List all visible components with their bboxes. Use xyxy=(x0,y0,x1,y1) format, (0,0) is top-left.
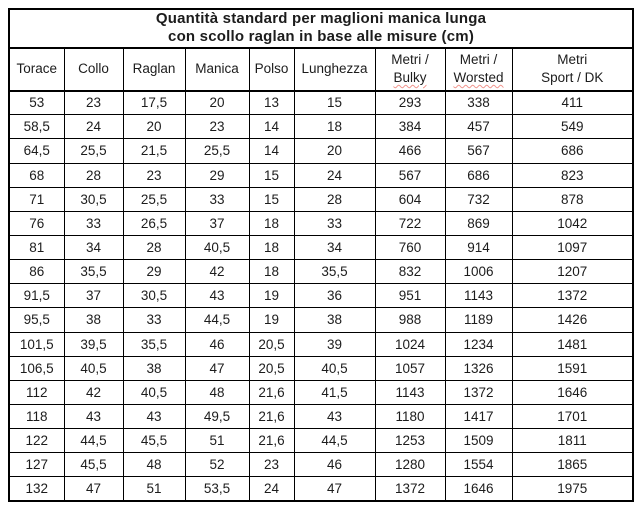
table-cell: 45,5 xyxy=(64,453,123,477)
table-cell: 48 xyxy=(185,380,249,404)
table-cell: 21,5 xyxy=(123,139,185,163)
table-row xyxy=(9,139,633,163)
table-cell: 51 xyxy=(123,477,185,501)
table-row xyxy=(9,429,633,453)
table-cell: 86 xyxy=(9,260,64,284)
table-cell: 1417 xyxy=(445,404,512,428)
header-text: Polso xyxy=(254,60,289,76)
table-cell: 46 xyxy=(185,332,249,356)
table-cell: 43 xyxy=(123,404,185,428)
table-cell: 29 xyxy=(185,163,249,187)
table-row xyxy=(9,380,633,404)
table-cell: 81 xyxy=(9,235,64,259)
column-header xyxy=(375,48,445,91)
table-cell: 41,5 xyxy=(294,380,375,404)
table-cell: 101,5 xyxy=(9,332,64,356)
table-cell: 44,5 xyxy=(64,429,123,453)
column-header xyxy=(445,48,512,91)
table-cell: 33 xyxy=(123,308,185,332)
table-cell: 33 xyxy=(185,187,249,211)
table-cell: 33 xyxy=(294,211,375,235)
table-cell: 823 xyxy=(512,163,633,187)
table-cell: 549 xyxy=(512,115,633,139)
table-cell: 34 xyxy=(64,235,123,259)
table-cell: 686 xyxy=(445,163,512,187)
table-cell: 21,6 xyxy=(249,429,294,453)
table-cell: 39 xyxy=(294,332,375,356)
table-cell: 869 xyxy=(445,211,512,235)
table-cell: 95,5 xyxy=(9,308,64,332)
table-cell: 38 xyxy=(294,308,375,332)
table-cell: 42 xyxy=(64,380,123,404)
table-cell: 832 xyxy=(375,260,445,284)
table-cell: 24 xyxy=(294,163,375,187)
table-cell: 20 xyxy=(123,115,185,139)
table-cell: 732 xyxy=(445,187,512,211)
table-cell: 21,6 xyxy=(249,404,294,428)
table-row xyxy=(9,91,633,115)
table-cell: 58,5 xyxy=(9,115,64,139)
table-cell: 878 xyxy=(512,187,633,211)
table-cell: 1042 xyxy=(512,211,633,235)
table-cell: 19 xyxy=(249,284,294,308)
table-cell: 338 xyxy=(445,91,512,115)
table-cell: 45,5 xyxy=(123,429,185,453)
table-cell: 1057 xyxy=(375,356,445,380)
table-cell: 686 xyxy=(512,139,633,163)
table-cell: 23 xyxy=(249,453,294,477)
table-cell: 24 xyxy=(249,477,294,501)
table-row xyxy=(9,332,633,356)
table-cell: 51 xyxy=(185,429,249,453)
table-cell: 1180 xyxy=(375,404,445,428)
table-cell: 44,5 xyxy=(294,429,375,453)
column-header xyxy=(249,48,294,91)
table-cell: 988 xyxy=(375,308,445,332)
table-cell: 23 xyxy=(123,163,185,187)
table-cell: 457 xyxy=(445,115,512,139)
table-cell: 18 xyxy=(249,235,294,259)
table-cell: 35,5 xyxy=(64,260,123,284)
table-cell: 567 xyxy=(375,163,445,187)
table-cell: 91,5 xyxy=(9,284,64,308)
table-cell: 34 xyxy=(294,235,375,259)
table-cell: 1701 xyxy=(512,404,633,428)
header-text: Metri / xyxy=(391,51,429,67)
table-cell: 20 xyxy=(294,139,375,163)
table-cell: 1143 xyxy=(375,380,445,404)
misspelled-word: Bulky xyxy=(393,70,427,86)
table-cell: 37 xyxy=(185,211,249,235)
table-cell: 38 xyxy=(123,356,185,380)
table-row xyxy=(9,211,633,235)
table-cell: 28 xyxy=(294,187,375,211)
column-header xyxy=(185,48,249,91)
header-text: Sport / DK xyxy=(541,70,604,86)
table-cell: 293 xyxy=(375,91,445,115)
table-cell: 122 xyxy=(9,429,64,453)
table-cell: 43 xyxy=(64,404,123,428)
table-cell: 40,5 xyxy=(64,356,123,380)
header-text: Metri / xyxy=(459,51,498,67)
table-cell: 1234 xyxy=(445,332,512,356)
table-cell: 1253 xyxy=(375,429,445,453)
table-cell: 1481 xyxy=(512,332,633,356)
table-row xyxy=(9,115,633,139)
header-text: Torace xyxy=(16,60,58,76)
table-cell: 1509 xyxy=(445,429,512,453)
table-cell: 1326 xyxy=(445,356,512,380)
table-cell: 466 xyxy=(375,139,445,163)
table-cell: 43 xyxy=(185,284,249,308)
quantity-table xyxy=(8,8,634,502)
table-cell: 25,5 xyxy=(123,187,185,211)
table-cell: 15 xyxy=(249,163,294,187)
table-cell: 1372 xyxy=(375,477,445,501)
table-cell: 1143 xyxy=(445,284,512,308)
table-row xyxy=(9,308,633,332)
table-title-row xyxy=(9,9,633,48)
table-row xyxy=(9,477,633,501)
table-cell: 23 xyxy=(185,115,249,139)
table-cell: 604 xyxy=(375,187,445,211)
table-cell: 914 xyxy=(445,235,512,259)
table-cell: 26,5 xyxy=(123,211,185,235)
table-cell: 1811 xyxy=(512,429,633,453)
table-cell: 20,5 xyxy=(249,356,294,380)
table-row xyxy=(9,187,633,211)
table-cell: 20,5 xyxy=(249,332,294,356)
table-cell: 38 xyxy=(64,308,123,332)
table-cell: 118 xyxy=(9,404,64,428)
table-cell: 760 xyxy=(375,235,445,259)
table-cell: 43 xyxy=(294,404,375,428)
table-cell: 53 xyxy=(9,91,64,115)
header-text: Lunghezza xyxy=(301,60,368,76)
table-cell: 14 xyxy=(249,139,294,163)
table-cell: 722 xyxy=(375,211,445,235)
table-cell: 1646 xyxy=(512,380,633,404)
table-row xyxy=(9,453,633,477)
table-cell: 68 xyxy=(9,163,64,187)
table-cell: 1189 xyxy=(445,308,512,332)
table-cell: 1372 xyxy=(512,284,633,308)
table-cell: 25,5 xyxy=(64,139,123,163)
table-cell: 18 xyxy=(249,260,294,284)
table-cell: 36 xyxy=(294,284,375,308)
table-cell: 18 xyxy=(294,115,375,139)
table-cell: 33 xyxy=(64,211,123,235)
table-cell: 47 xyxy=(294,477,375,501)
table-cell: 1975 xyxy=(512,477,633,501)
table-cell: 23 xyxy=(64,91,123,115)
table-cell: 25,5 xyxy=(185,139,249,163)
page-title xyxy=(9,9,633,48)
table-row xyxy=(9,163,633,187)
table-cell: 1280 xyxy=(375,453,445,477)
table-cell: 47 xyxy=(64,477,123,501)
table-cell: 39,5 xyxy=(64,332,123,356)
column-header xyxy=(512,48,633,91)
table-cell: 1554 xyxy=(445,453,512,477)
table-cell: 951 xyxy=(375,284,445,308)
table-cell: 1426 xyxy=(512,308,633,332)
table-cell: 1591 xyxy=(512,356,633,380)
column-header xyxy=(294,48,375,91)
table-cell: 1024 xyxy=(375,332,445,356)
table-cell: 14 xyxy=(249,115,294,139)
table-cell: 1646 xyxy=(445,477,512,501)
table-row xyxy=(9,260,633,284)
table-cell: 1006 xyxy=(445,260,512,284)
table-cell: 46 xyxy=(294,453,375,477)
table-cell: 49,5 xyxy=(185,404,249,428)
misspelled-word: Worsted xyxy=(453,70,504,86)
title-line2: con scollo raglan in base alle misure (cm) xyxy=(168,28,475,46)
table-cell: 15 xyxy=(249,187,294,211)
table-cell: 40,5 xyxy=(294,356,375,380)
table-body xyxy=(9,91,633,501)
table-row xyxy=(9,235,633,259)
table-cell: 13 xyxy=(249,91,294,115)
table-cell: 35,5 xyxy=(294,260,375,284)
table-cell: 40,5 xyxy=(185,235,249,259)
column-header xyxy=(9,48,64,91)
table-cell: 37 xyxy=(64,284,123,308)
column-header xyxy=(123,48,185,91)
table-cell: 44,5 xyxy=(185,308,249,332)
table-cell: 17,5 xyxy=(123,91,185,115)
table-cell: 132 xyxy=(9,477,64,501)
title-line1: Quantità standard per maglioni manica lunga xyxy=(155,10,487,27)
table-cell: 567 xyxy=(445,139,512,163)
header-text: Metri xyxy=(557,51,588,67)
table-cell: 47 xyxy=(185,356,249,380)
column-header xyxy=(64,48,123,91)
table-row xyxy=(9,356,633,380)
table-cell: 30,5 xyxy=(64,187,123,211)
table-cell: 384 xyxy=(375,115,445,139)
table-cell: 76 xyxy=(9,211,64,235)
table-cell: 112 xyxy=(9,380,64,404)
table-cell: 18 xyxy=(249,211,294,235)
table-cell: 35,5 xyxy=(123,332,185,356)
table-cell: 21,6 xyxy=(249,380,294,404)
table-cell: 127 xyxy=(9,453,64,477)
table-cell: 48 xyxy=(123,453,185,477)
header-text: Collo xyxy=(78,60,109,76)
table-cell: 28 xyxy=(64,163,123,187)
table-cell: 19 xyxy=(249,308,294,332)
table-cell: 42 xyxy=(185,260,249,284)
table-cell: 106,5 xyxy=(9,356,64,380)
table-cell: 1097 xyxy=(512,235,633,259)
table-cell: 1865 xyxy=(512,453,633,477)
table-cell: 64,5 xyxy=(9,139,64,163)
table-cell: 1372 xyxy=(445,380,512,404)
header-text: Manica xyxy=(195,60,239,76)
table-row xyxy=(9,404,633,428)
table-cell: 30,5 xyxy=(123,284,185,308)
table-cell: 29 xyxy=(123,260,185,284)
table-cell: 53,5 xyxy=(185,477,249,501)
table-cell: 28 xyxy=(123,235,185,259)
table-header-row xyxy=(9,48,633,91)
table-cell: 1207 xyxy=(512,260,633,284)
table-cell: 52 xyxy=(185,453,249,477)
header-text: Raglan xyxy=(132,60,176,76)
table-row xyxy=(9,284,633,308)
table-cell: 20 xyxy=(185,91,249,115)
table-cell: 40,5 xyxy=(123,380,185,404)
table-cell: 24 xyxy=(64,115,123,139)
table-cell: 15 xyxy=(294,91,375,115)
table-cell: 411 xyxy=(512,91,633,115)
table-cell: 71 xyxy=(9,187,64,211)
